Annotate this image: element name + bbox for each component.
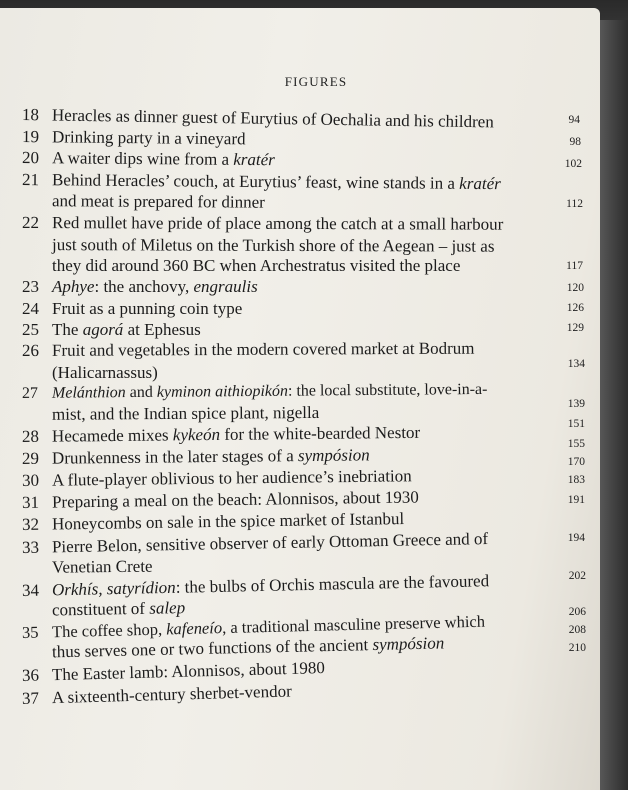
figure-title: Pierre Belon, sensitive observer of early Ottoman Greece and of <box>51 529 489 557</box>
figure-number: 32 <box>21 514 40 534</box>
figure-title: Behind Heracles’ couch, at Eurytius’ feast, wine stands in a <box>51 170 460 193</box>
figure-title: , a traditional masculine preserve which <box>221 611 486 638</box>
figure-title-italic: agorá <box>82 320 124 339</box>
figure-entry-22-line2 <box>22 234 600 257</box>
figure-title: Heracles as dinner guest of Eurytius of Oechalia and his children <box>51 105 494 132</box>
figure-entry-24 <box>22 298 592 319</box>
figure-number: 22 <box>21 213 40 233</box>
page-number: 139 <box>567 398 585 410</box>
figure-title-continued: mist, and the Indian spice plant, nigella <box>51 402 320 424</box>
figure-title-italic: kratér <box>459 173 501 194</box>
page-number: 208 <box>568 624 586 636</box>
figure-title: Drunkenness in the later stages of a <box>51 446 299 468</box>
figure-number: 37 <box>21 688 40 708</box>
figure-number: 33 <box>21 537 40 557</box>
figure-title-continued: just south of Miletus on the Turkish shore of the Aegean – just as <box>51 235 495 256</box>
page-number: 194 <box>567 532 585 544</box>
page-number: 155 <box>567 438 585 450</box>
page-number: 112 <box>566 198 583 210</box>
figure-title: : the anchovy, <box>94 277 194 296</box>
figure-entry-22 <box>22 212 592 235</box>
book-page <box>0 8 600 790</box>
figure-number: 25 <box>22 320 39 339</box>
figure-number: 18 <box>21 105 40 125</box>
figure-number: 23 <box>22 277 39 296</box>
figure-title: Fruit and vegetables in the modern covered market at Bodrum <box>51 338 475 360</box>
page-number: 206 <box>568 606 586 618</box>
figure-title-italic: salep <box>149 598 186 618</box>
figure-title-italic: kratér <box>233 149 275 170</box>
figure-title-italic: Melánthion <box>51 384 126 402</box>
figure-title: : the bulbs of Orchis mascula are the favoured <box>175 571 490 597</box>
page-edge <box>598 20 628 790</box>
page-number: 151 <box>567 418 585 430</box>
figure-title: Drinking party in a vineyard <box>51 127 246 149</box>
page-number: 210 <box>568 642 586 654</box>
figure-title: The coffee shop, <box>51 619 167 642</box>
page-number: 117 <box>566 260 583 272</box>
figure-title-continued: they did around 360 BC when Archestratus visited the place <box>52 256 461 275</box>
page-number: 134 <box>567 358 585 370</box>
figure-number: 29 <box>21 448 40 468</box>
figure-title: A waiter dips wine from a <box>51 148 234 169</box>
figure-title: Honeycombs on sale in the spice market of Istanbul <box>51 508 405 534</box>
figure-title-continued: Venetian Crete <box>51 556 153 577</box>
page-number: 120 <box>566 282 584 294</box>
figure-title-italic: engraulis <box>193 277 258 296</box>
page-number: 170 <box>567 456 585 468</box>
figure-number: 26 <box>21 340 40 360</box>
figure-entry-23 <box>22 276 592 297</box>
figure-entry-26 <box>22 337 592 361</box>
figure-title: Red mullet have pride of place among the catch at a small harbour <box>51 213 504 234</box>
page-number: 102 <box>564 158 582 170</box>
figure-title-continued: and meat is prepared for dinner <box>51 191 265 212</box>
figure-title: and <box>125 383 157 402</box>
figure-title-italic: Aphye <box>52 277 95 296</box>
figure-number: 36 <box>21 665 40 685</box>
figure-number: 34 <box>21 580 40 600</box>
figure-title-italic: kykeón <box>172 424 221 445</box>
figure-number: 27 <box>21 384 39 402</box>
figure-title: for the white-bearded Nestor <box>219 422 421 444</box>
figure-title-continued: thus serves one or two functions of the ancient <box>51 635 373 662</box>
figure-title: A sixteenth-century sherbet-vendor <box>51 681 292 708</box>
page-number: 129 <box>566 322 584 334</box>
figure-number: 21 <box>21 170 40 190</box>
figure-title-continued: constituent of <box>51 598 150 620</box>
figure-title-italic: kyminon aithiopikón <box>156 382 289 401</box>
figure-number: 28 <box>21 426 40 446</box>
figure-number: 20 <box>21 148 40 168</box>
page-number: 98 <box>569 136 581 148</box>
figure-number: 35 <box>21 622 39 642</box>
figure-title-italic: Orkhís, satyrídion <box>51 577 176 600</box>
figure-title: Preparing a meal on the beach: Alonnisos, about 1930 <box>51 487 419 512</box>
figure-title-italic: sympósion <box>372 633 445 655</box>
page-number: 191 <box>567 494 585 506</box>
figure-title-italic: sympósion <box>297 445 370 466</box>
figure-title: The <box>52 320 83 339</box>
figure-number: 19 <box>21 127 40 147</box>
page-number: 183 <box>567 474 585 486</box>
figure-title: : the local substitute, love-in-a- <box>287 380 488 400</box>
figure-title: at Ephesus <box>123 320 201 339</box>
figure-number: 30 <box>21 470 40 490</box>
figure-title: The Easter lamb: Alonnisos, about 1980 <box>51 658 326 685</box>
figure-title: Hecamede mixes <box>51 425 173 446</box>
page-heading: FIGURES <box>284 74 348 89</box>
figure-number: 24 <box>22 299 39 318</box>
figure-title-continued: (Halicarnassus) <box>52 363 158 382</box>
page-number: 202 <box>568 570 586 582</box>
page-number: 94 <box>568 114 580 126</box>
figure-title: Fruit as a punning coin type <box>52 299 243 318</box>
figure-title-italic: kafeneío <box>165 618 223 639</box>
figure-list <box>0 8 600 790</box>
figure-title: A flute-player oblivious to her audience’s inebriation <box>51 466 412 490</box>
page-number: 126 <box>566 302 584 314</box>
figure-entry-22-line3 <box>22 255 600 276</box>
figure-number: 31 <box>21 492 40 512</box>
